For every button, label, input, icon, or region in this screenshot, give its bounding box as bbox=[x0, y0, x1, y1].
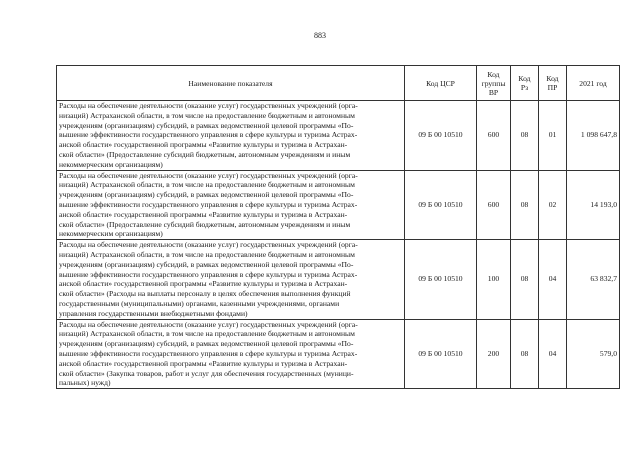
row-vr: 100 bbox=[477, 240, 511, 319]
row-rz: 08 bbox=[511, 319, 539, 389]
header-pr bbox=[539, 66, 567, 101]
row-vr: 600 bbox=[477, 101, 511, 171]
description-line: низаций) Астраханской области, в том числе на предоставление бюджетным и автономным bbox=[59, 180, 355, 190]
description-line: вышение эффективности государственного управления в сфере культуры и туризма Астрах- bbox=[59, 348, 358, 358]
header-year: 2021 год bbox=[567, 66, 620, 101]
description-line: управления государственными внебюджетными фондами) bbox=[59, 308, 248, 318]
description-line: низаций) Астраханской области, в том числе на предоставление бюджетным и автономным bbox=[59, 110, 355, 120]
table-header-row bbox=[57, 66, 620, 101]
description-line: учреждениям (организациям) субсидий, в рамках ведомственной целевой программы «По- bbox=[59, 120, 354, 130]
description-line: ской области» (Расходы на выплаты персоналу в целях обеспечения выполнения функций bbox=[59, 289, 351, 299]
page-number: 883 bbox=[314, 31, 326, 40]
description-line: Расходы на обеспечение деятельности (оказание услуг) государственных учреждений (орга- bbox=[59, 170, 358, 180]
description-line: пальных) нужд) bbox=[59, 378, 111, 388]
table-row bbox=[57, 240, 620, 319]
description-line: ской области» (Закупка товаров, работ и услуг для обеспечения государственных (муници- bbox=[59, 368, 354, 378]
row-rz: 08 bbox=[511, 240, 539, 319]
row-rz: 08 bbox=[511, 101, 539, 171]
header-pr-line-2: ПР bbox=[547, 83, 558, 92]
row-pr: 02 bbox=[539, 170, 567, 240]
description-line: вышение эффективности государственного управления в сфере культуры и туризма Астрах- bbox=[59, 199, 358, 209]
row-description bbox=[57, 240, 405, 319]
row-amount: 579,0 bbox=[567, 319, 620, 389]
header-name: Наименование показателя bbox=[57, 66, 405, 101]
header-vr-line-3: ВР bbox=[488, 87, 499, 97]
row-pr: 01 bbox=[539, 101, 567, 171]
budget-table bbox=[56, 65, 620, 389]
table-row bbox=[57, 101, 620, 171]
header-vr bbox=[477, 66, 511, 101]
row-csr: 09 Б 00 10510 bbox=[405, 319, 477, 389]
description-line: вышение эффективности государственного управления в сфере культуры и туризма Астрах- bbox=[59, 269, 358, 279]
row-description bbox=[57, 170, 405, 240]
row-vr: 600 bbox=[477, 170, 511, 240]
header-rz-line-2: Рз bbox=[520, 83, 529, 92]
row-amount: 14 193,0 bbox=[567, 170, 620, 240]
header-rz-line-1: Код bbox=[518, 74, 531, 83]
description-line: вышение эффективности государственного управления в сфере культуры и туризма Астрах- bbox=[59, 130, 358, 140]
description-line: анской области» государственной программы «Развитие культуры и туризма в Астрахан- bbox=[59, 140, 348, 150]
row-csr: 09 Б 00 10510 bbox=[405, 240, 477, 319]
header-rz bbox=[511, 66, 539, 101]
description-line: Расходы на обеспечение деятельности (оказание услуг) государственных учреждений (орга- bbox=[59, 240, 358, 250]
description-line: Расходы на обеспечение деятельности (оказание услуг) государственных учреждений (орга- bbox=[59, 101, 358, 110]
row-pr: 04 bbox=[539, 240, 567, 319]
header-pr-line-1: Код bbox=[546, 74, 559, 83]
description-line: низаций) Астраханской области, в том числе на предоставление бюджетным и автономным bbox=[59, 329, 355, 339]
table-row bbox=[57, 170, 620, 240]
table-row bbox=[57, 319, 620, 389]
header-vr-line-2: группы bbox=[481, 78, 506, 88]
description-line: ской области» (Предоставление субсидий бюджетным, автономным учреждениям и иным bbox=[59, 219, 351, 229]
row-description bbox=[57, 101, 405, 171]
description-line: некоммерческим организациям) bbox=[59, 159, 163, 169]
row-csr: 09 Б 00 10510 bbox=[405, 101, 477, 171]
description-line: ской области» (Предоставление субсидий бюджетным, автономным учреждениям и иным bbox=[59, 149, 351, 159]
row-pr: 04 bbox=[539, 319, 567, 389]
row-description bbox=[57, 319, 405, 389]
description-line: Расходы на обеспечение деятельности (оказание услуг) государственных учреждений (орга- bbox=[59, 319, 358, 329]
description-line: учреждениям (организациям) субсидий, в рамках ведомственной целевой программы «По- bbox=[59, 339, 354, 349]
description-line: учреждениям (организациям) субсидий, в рамках ведомственной целевой программы «По- bbox=[59, 259, 354, 269]
description-line: анской области» государственной программы «Развитие культуры и туризма в Астрахан- bbox=[59, 279, 348, 289]
description-line: анской области» государственной программы «Развитие культуры и туризма в Астрахан- bbox=[59, 358, 348, 368]
header-vr-line-1: Код bbox=[487, 69, 500, 79]
description-line: некоммерческим организациям) bbox=[59, 229, 163, 239]
row-vr: 200 bbox=[477, 319, 511, 389]
row-amount: 63 832,7 bbox=[567, 240, 620, 319]
header-csr: Код ЦСР bbox=[405, 66, 477, 101]
description-line: учреждениям (организациям) субсидий, в рамках ведомственной целевой программы «По- bbox=[59, 190, 354, 200]
description-line: анской области» государственной программы «Развитие культуры и туризма в Астрахан- bbox=[59, 209, 348, 219]
row-rz: 08 bbox=[511, 170, 539, 240]
row-csr: 09 Б 00 10510 bbox=[405, 170, 477, 240]
row-amount: 1 098 647,8 bbox=[567, 101, 620, 171]
description-line: низаций) Астраханской области, в том числе на предоставление бюджетным и автономным bbox=[59, 249, 355, 259]
description-line: государственными (муниципальными) органами, казенными учреждениями, органами bbox=[59, 298, 340, 308]
